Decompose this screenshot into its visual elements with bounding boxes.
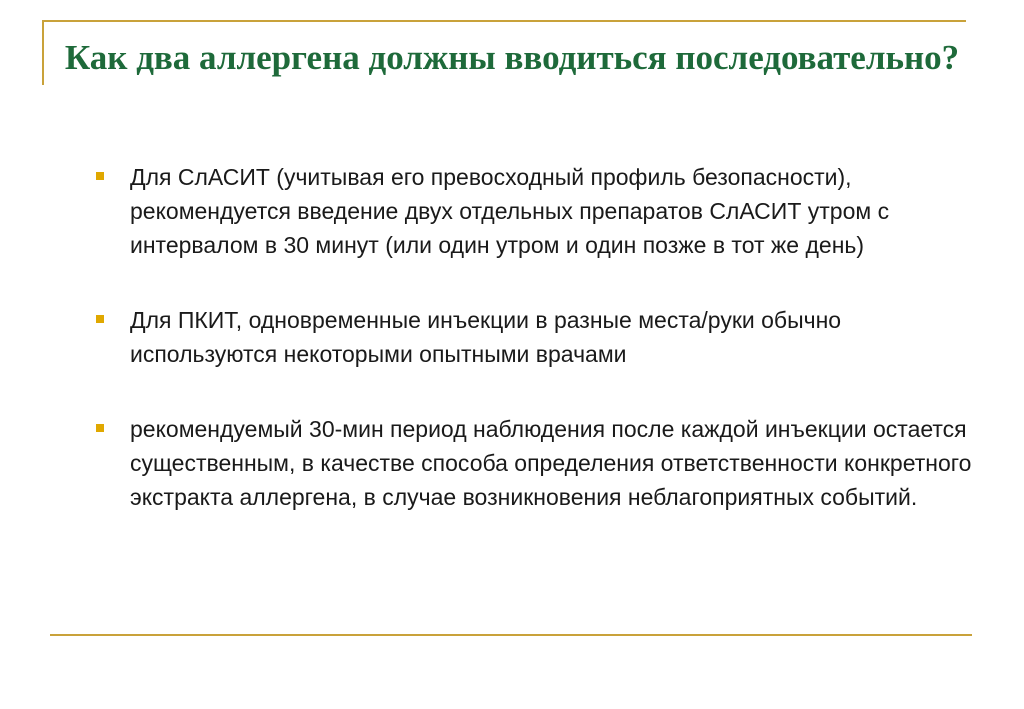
bullet-item: [96, 160, 976, 262]
bullet-item: [96, 303, 976, 371]
bullet-item: [96, 412, 976, 514]
bullet-list: [96, 160, 976, 514]
frame-top-accent-line: [42, 20, 966, 22]
bullet-text: рекомендуемый 30-мин период наблюдения после каждой инъекции остается существенным, в качестве способа определения ответственности конкретного экстракта аллергена, в случае возникновения неблагоприятных событий.: [130, 416, 972, 510]
slide-title: Как два аллергена должны вводиться последовательно?: [64, 38, 960, 77]
bullet-text: Для СлАСИТ (учитывая его превосходный профиль безопасности), рекомендуется введение двух отдельных препаратов СлАСИТ утром с интервалом в 30 минут (или один утром и один позже в тот же день): [130, 164, 890, 258]
frame-left-accent-line: [42, 20, 44, 85]
square-bullet-icon: [96, 424, 104, 432]
frame-bottom-accent-line: [50, 634, 972, 636]
bullet-text: Для ПКИТ, одновременные инъекции в разные места/руки обычно используются некоторыми опытными врачами: [130, 307, 842, 367]
square-bullet-icon: [96, 315, 104, 323]
square-bullet-icon: [96, 172, 104, 180]
